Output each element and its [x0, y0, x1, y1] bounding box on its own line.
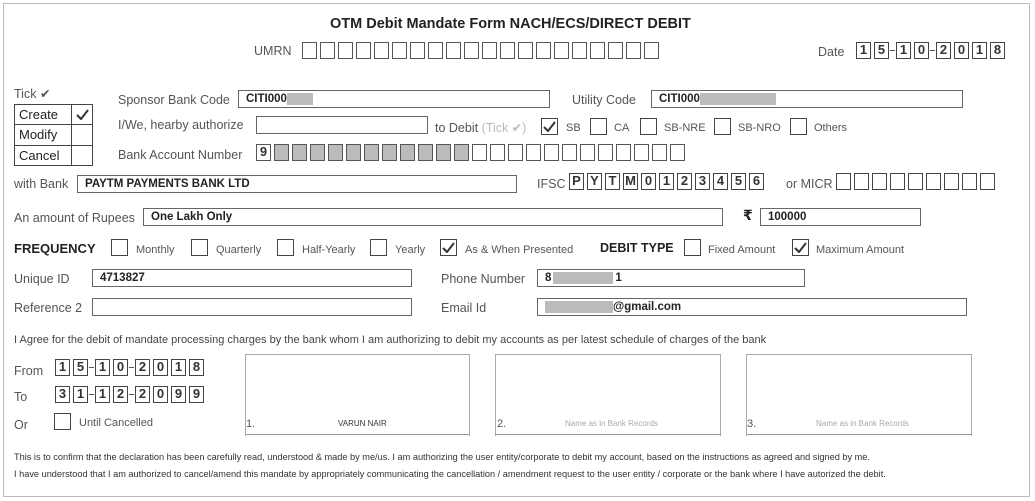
char-box[interactable] [374, 42, 389, 59]
date-separator [890, 50, 895, 52]
half-yearly-label: Half-Yearly [302, 244, 356, 256]
masked-digit-box[interactable] [364, 144, 379, 161]
from-date-boxes[interactable] [55, 359, 204, 376]
signature-number-1: 1. [246, 418, 256, 430]
amount-figure-field[interactable]: 100000 [760, 208, 921, 226]
agree-text: I Agree for the debit of mandate processing charges by the bank whom I am authorizing to debit my accounts as per latest schedule of charges of the bank [14, 334, 767, 346]
bank-account-label: Bank Account Number [118, 148, 243, 162]
check-icon [543, 121, 556, 132]
char-box[interactable] [644, 42, 659, 59]
masked-digit-box[interactable] [274, 144, 289, 161]
char-box[interactable] [518, 42, 533, 59]
unique-id-field[interactable]: 4713827 [92, 269, 412, 287]
char-box[interactable]: 1 [896, 42, 911, 59]
from-label: From [14, 364, 44, 378]
rupee-symbol: ₹ [743, 207, 753, 223]
char-box[interactable]: 8 [990, 42, 1005, 59]
check-icon [794, 242, 807, 253]
masked-digit-box[interactable] [310, 144, 325, 161]
to-debit-label: to Debit (Tick ✔) [435, 121, 527, 135]
char-box[interactable]: 0 [153, 359, 168, 376]
email-label: Email Id [441, 301, 487, 315]
half-yearly-checkbox[interactable] [277, 239, 294, 256]
signature-number-2: 2. [497, 418, 507, 430]
signature-number-3: 3. [747, 418, 757, 430]
char-box[interactable] [944, 173, 959, 190]
ifsc-label: IFSC [537, 177, 566, 191]
phone-field[interactable]: 8 1 [537, 269, 805, 287]
bank-account-boxes[interactable] [256, 144, 685, 161]
utility-code-field[interactable]: CITI000 [651, 90, 963, 108]
char-box[interactable] [670, 144, 685, 161]
date-separator [89, 367, 94, 369]
char-box[interactable] [908, 173, 923, 190]
char-box[interactable] [926, 173, 941, 190]
char-box[interactable]: 1 [73, 386, 88, 403]
others-checkbox[interactable] [790, 118, 807, 135]
sponsor-label: Sponsor Bank Code [118, 93, 230, 107]
frequency-label: FREQUENCY [14, 241, 96, 256]
char-box[interactable]: 1 [972, 42, 987, 59]
masked-digit-box[interactable] [436, 144, 451, 161]
char-box[interactable] [872, 173, 887, 190]
char-box[interactable]: 1 [171, 359, 186, 376]
char-box[interactable] [490, 144, 505, 161]
maximum-amount-label: Maximum Amount [816, 244, 905, 256]
char-box[interactable]: 3 [695, 173, 710, 190]
char-box[interactable] [554, 42, 569, 59]
date-separator [89, 394, 94, 396]
char-box[interactable]: 3 [55, 386, 70, 403]
signature-line-2 [495, 434, 721, 435]
char-box[interactable]: 9 [189, 386, 204, 403]
date-boxes[interactable] [856, 42, 1005, 59]
char-box[interactable]: 9 [256, 144, 271, 161]
char-box[interactable] [836, 173, 851, 190]
char-box[interactable] [580, 144, 595, 161]
char-box[interactable] [572, 42, 587, 59]
char-box[interactable]: 8 [189, 359, 204, 376]
char-box[interactable]: 0 [153, 386, 168, 403]
char-box[interactable] [962, 173, 977, 190]
char-box[interactable] [482, 42, 497, 59]
char-box[interactable] [500, 42, 515, 59]
char-box[interactable]: 2 [677, 173, 692, 190]
char-box[interactable]: 5 [731, 173, 746, 190]
ca-checkbox[interactable] [590, 118, 607, 135]
char-box[interactable] [890, 173, 905, 190]
char-box[interactable]: T [605, 173, 620, 190]
create-option[interactable]: Create [14, 104, 72, 124]
char-box[interactable] [356, 42, 371, 59]
declaration-line-1: This is to confirm that the declaration has been carefully read, understood & made by me/us. I am authorizing the user entity/corporate to debit my account, based on the instructions as agreed and signed by me. [14, 452, 870, 462]
char-box[interactable]: 4 [713, 173, 728, 190]
char-box[interactable]: 1 [659, 173, 674, 190]
char-box[interactable] [428, 42, 443, 59]
char-box[interactable]: 0 [954, 42, 969, 59]
modify-check[interactable] [72, 124, 93, 145]
create-check[interactable] [72, 104, 93, 124]
sb-checkbox[interactable] [541, 118, 558, 135]
char-box[interactable] [320, 42, 335, 59]
cancel-check[interactable] [72, 145, 93, 166]
until-cancelled-checkbox[interactable] [54, 413, 71, 430]
masked-digit-box[interactable] [328, 144, 343, 161]
form-title: OTM Debit Mandate Form NACH/ECS/DIRECT DEBIT [330, 16, 691, 32]
utility-label: Utility Code [572, 93, 636, 107]
char-box[interactable]: 0 [914, 42, 929, 59]
char-box[interactable]: 2 [135, 386, 150, 403]
as-when-presented-checkbox[interactable] [440, 239, 457, 256]
until-cancelled-label: Until Cancelled [79, 417, 153, 429]
sb-nre-checkbox[interactable] [640, 118, 657, 135]
bank-name-field[interactable]: PAYTM PAYMENTS BANK LTD [77, 175, 517, 193]
signature-line-1 [245, 434, 470, 435]
char-box[interactable] [508, 144, 523, 161]
signatory-name-2: Name as in Bank Records [565, 419, 658, 428]
signature-line-3 [746, 434, 972, 435]
reference-2-field[interactable] [92, 298, 412, 316]
monthly-label: Monthly [136, 244, 175, 256]
phone-label: Phone Number [441, 272, 526, 286]
char-box[interactable] [392, 42, 407, 59]
masked-digit-box[interactable] [292, 144, 307, 161]
char-box[interactable]: 1 [55, 359, 70, 376]
char-box[interactable]: 5 [874, 42, 889, 59]
umrn-label: UMRN [254, 44, 292, 58]
monthly-checkbox[interactable] [111, 239, 128, 256]
to-date-boxes[interactable] [55, 386, 204, 403]
char-box[interactable] [626, 42, 641, 59]
char-box[interactable] [854, 173, 869, 190]
masked-digit-box[interactable] [346, 144, 361, 161]
authorize-label: I/We, hearby authorize [118, 118, 244, 132]
date-separator [129, 394, 134, 396]
date-separator [930, 50, 935, 52]
authorize-field[interactable] [256, 116, 428, 134]
char-box[interactable]: 2 [135, 359, 150, 376]
maximum-amount-checkbox[interactable] [792, 239, 809, 256]
char-box[interactable]: P [569, 173, 584, 190]
sponsor-code-field[interactable]: CITI000 [238, 90, 550, 108]
char-box[interactable]: 1 [95, 386, 110, 403]
declaration-line-2: I have understood that I am authorized to cancel/amend this mandate by appropriately communicating the cancellation / amendment request to the user entity / corporate or the bank where I have autorized the debit. [14, 469, 886, 479]
char-box[interactable] [536, 42, 551, 59]
char-box[interactable]: 1 [95, 359, 110, 376]
date-label: Date [818, 45, 845, 59]
date-separator [129, 367, 134, 369]
char-box[interactable] [302, 42, 317, 59]
umrn-boxes[interactable] [302, 42, 659, 59]
email-field[interactable]: @gmail.com [537, 298, 967, 316]
char-box[interactable]: 6 [749, 173, 764, 190]
check-icon [442, 242, 455, 253]
quarterly-checkbox[interactable] [191, 239, 208, 256]
reference-2-label: Reference 2 [14, 301, 83, 315]
sb-label: SB [566, 122, 581, 134]
char-box[interactable] [616, 144, 631, 161]
as-when-presented-label: As & When Presented [465, 244, 574, 256]
char-box[interactable] [446, 42, 461, 59]
unique-id-label: Unique ID [14, 272, 70, 286]
yearly-checkbox[interactable] [370, 239, 387, 256]
char-box[interactable]: M [623, 173, 638, 190]
char-box[interactable]: 0 [113, 359, 128, 376]
or-label: Or [14, 418, 28, 432]
quarterly-label: Quarterly [216, 244, 262, 256]
others-label: Others [814, 122, 848, 134]
sb-nro-checkbox[interactable] [714, 118, 731, 135]
signatory-name-1: VARUN NAIR [338, 419, 387, 428]
ca-label: CA [614, 122, 630, 134]
char-box[interactable]: 5 [73, 359, 88, 376]
char-box[interactable] [464, 42, 479, 59]
debit-type-label: DEBIT TYPE [600, 241, 674, 255]
yearly-label: Yearly [395, 244, 426, 256]
tick-options [14, 104, 93, 166]
char-box[interactable] [410, 42, 425, 59]
char-box[interactable] [544, 144, 559, 161]
amount-words-field[interactable]: One Lakh Only [143, 208, 723, 226]
char-box[interactable] [472, 144, 487, 161]
char-box[interactable]: 1 [856, 42, 871, 59]
char-box[interactable]: 9 [171, 386, 186, 403]
masked-digit-box[interactable] [454, 144, 469, 161]
ifsc-boxes[interactable] [569, 173, 764, 190]
signatory-name-3: Name as in Bank Records [816, 419, 909, 428]
sb-nro-label: SB-NRO [738, 122, 781, 134]
fixed-amount-label: Fixed Amount [708, 244, 776, 256]
char-box[interactable] [526, 144, 541, 161]
amount-label: An amount of Rupees [14, 211, 135, 225]
to-label: To [14, 390, 28, 404]
with-bank-label: with Bank [14, 177, 69, 191]
check-icon [76, 109, 89, 120]
char-box[interactable] [652, 144, 667, 161]
char-box[interactable]: 0 [641, 173, 656, 190]
char-box[interactable]: 2 [936, 42, 951, 59]
micr-boxes[interactable] [836, 173, 995, 190]
cancel-option[interactable]: Cancel [14, 145, 72, 166]
masked-digit-box[interactable] [418, 144, 433, 161]
tick-label: Tick ✔ [14, 87, 51, 101]
micr-label: or MICR [786, 177, 833, 191]
modify-option[interactable]: Modify [14, 124, 72, 145]
masked-digit-box[interactable] [382, 144, 397, 161]
char-box[interactable] [338, 42, 353, 59]
sb-nre-label: SB-NRE [664, 122, 706, 134]
char-box[interactable] [562, 144, 577, 161]
char-box[interactable] [598, 144, 613, 161]
char-box[interactable] [590, 42, 605, 59]
char-box[interactable]: 2 [113, 386, 128, 403]
fixed-amount-checkbox[interactable] [684, 239, 701, 256]
char-box[interactable] [634, 144, 649, 161]
char-box[interactable]: Y [587, 173, 602, 190]
char-box[interactable] [608, 42, 623, 59]
masked-digit-box[interactable] [400, 144, 415, 161]
char-box[interactable] [980, 173, 995, 190]
